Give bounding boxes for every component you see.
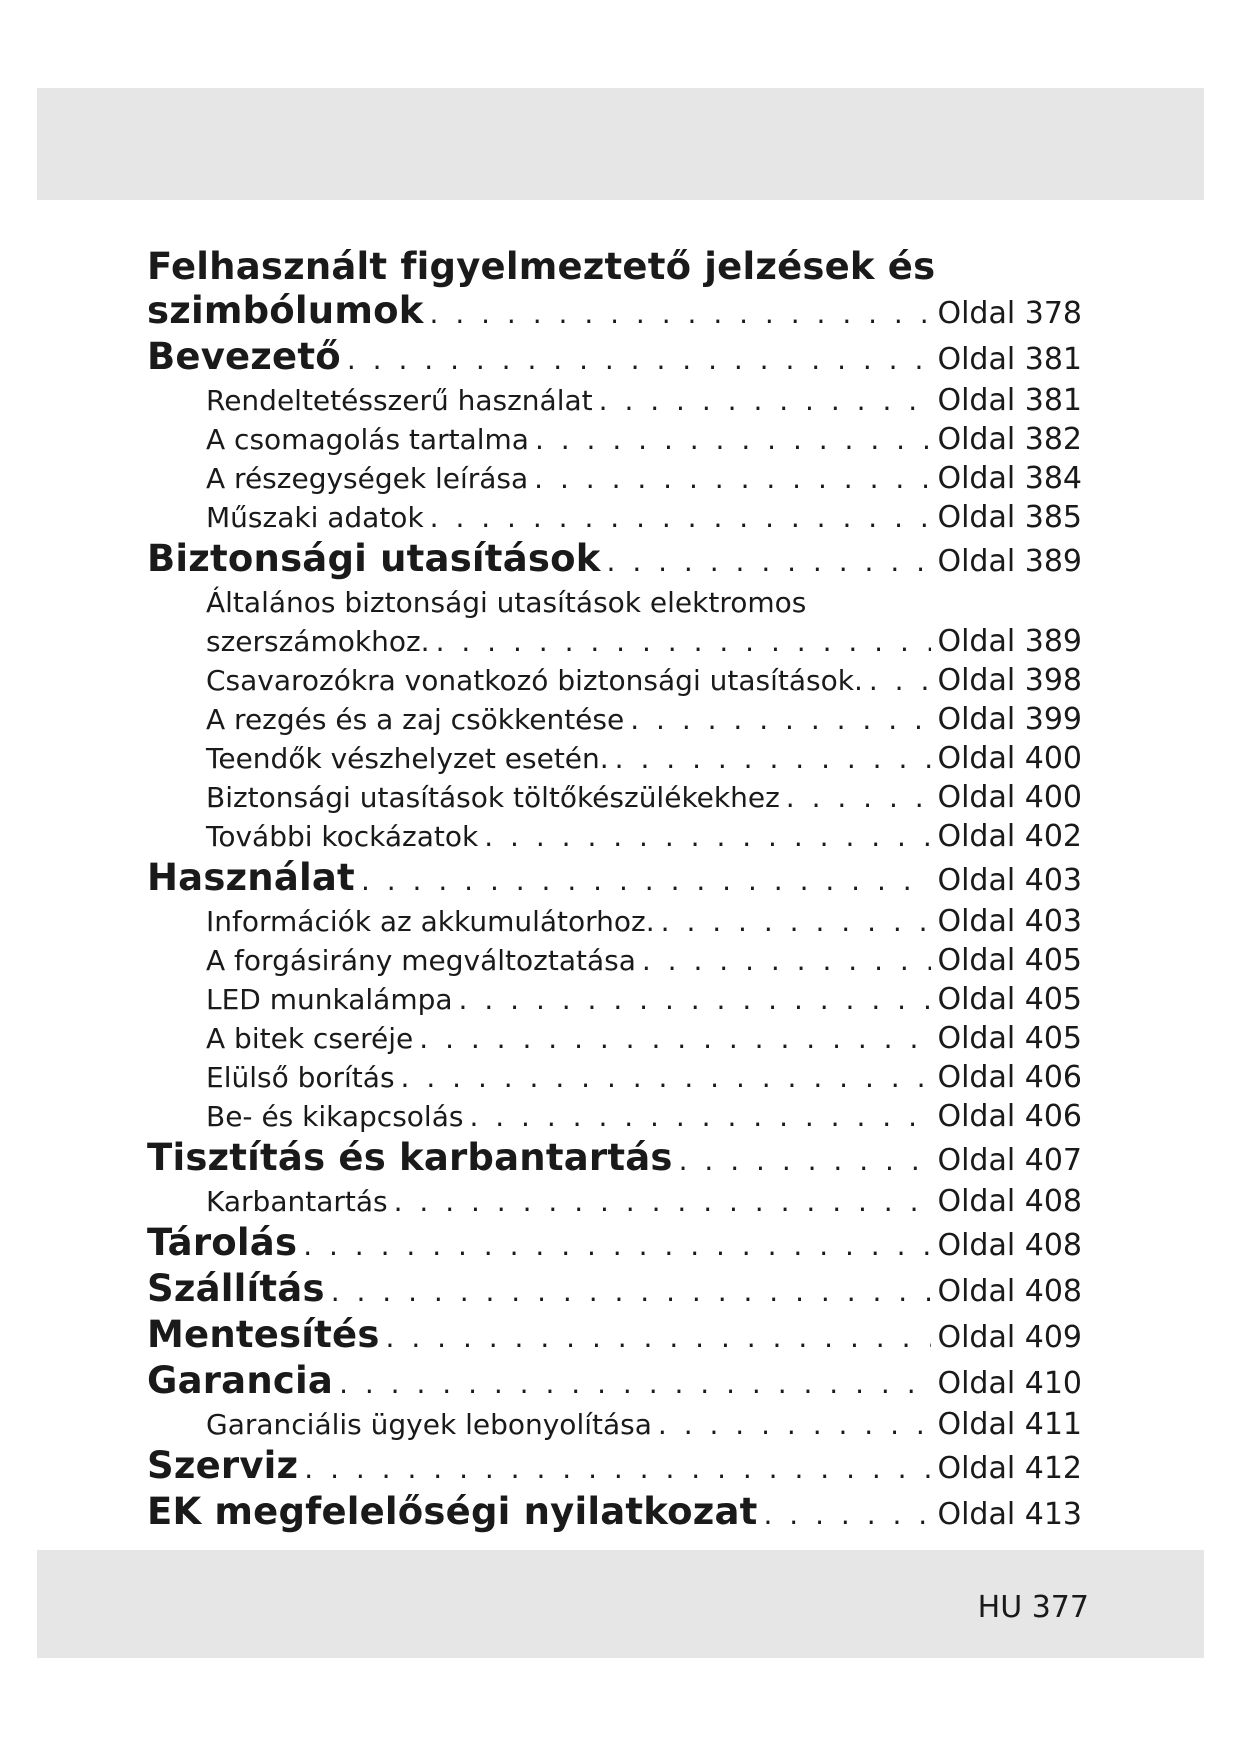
toc-entry-title: Információk az akkumulátorhoz. bbox=[206, 905, 655, 938]
dot-leader bbox=[303, 1224, 931, 1267]
dot-leader bbox=[630, 700, 931, 739]
toc-entry-title: Műszaki adatok bbox=[206, 501, 424, 534]
toc-subentry[interactable] bbox=[147, 817, 1082, 856]
dot-leader bbox=[484, 817, 931, 856]
toc-entry-title: Karbantartás bbox=[206, 1185, 388, 1218]
toc-subentry[interactable] bbox=[147, 459, 1082, 498]
toc-subentry[interactable] bbox=[147, 1405, 1082, 1444]
toc-entry-title: A részegységek leírása bbox=[206, 462, 529, 495]
table-of-contents bbox=[147, 244, 1082, 1536]
toc-entry-title: szerszámokhoz. bbox=[206, 625, 430, 658]
dot-leader bbox=[869, 661, 932, 700]
toc-subentry[interactable] bbox=[147, 902, 1082, 941]
toc-entry-title: A forgásirány megváltoztatása bbox=[206, 944, 636, 977]
dot-leader bbox=[430, 498, 932, 537]
toc-entry-page: Oldal 384 bbox=[937, 461, 1082, 496]
toc-entry-page: Oldal 385 bbox=[937, 500, 1082, 535]
toc-subentry[interactable] bbox=[147, 661, 1082, 700]
toc-entry[interactable] bbox=[147, 1490, 1082, 1536]
toc-subentry[interactable] bbox=[147, 498, 1082, 537]
toc-entry-title: A bitek cseréje bbox=[206, 1022, 414, 1055]
toc-entry-title: Rendeltetésszerű használat bbox=[206, 384, 593, 417]
dot-leader bbox=[534, 459, 931, 498]
toc-entry[interactable] bbox=[147, 1359, 1082, 1405]
toc-entry-page: Oldal 382 bbox=[937, 422, 1082, 457]
toc-entry-page: Oldal 411 bbox=[937, 1407, 1082, 1442]
toc-subentry[interactable] bbox=[147, 381, 1082, 420]
toc-entry-page: Oldal 399 bbox=[937, 702, 1082, 737]
toc-entry-title: Csavarozókra vonatkozó biztonsági utasítások. bbox=[206, 664, 863, 697]
toc-entry-page: Oldal 408 bbox=[937, 1184, 1082, 1219]
toc-entry-page: Oldal 407 bbox=[937, 1143, 1082, 1178]
dot-leader bbox=[535, 420, 932, 459]
toc-entry[interactable] bbox=[147, 1221, 1082, 1267]
toc-entry[interactable] bbox=[147, 1136, 1082, 1182]
dot-leader bbox=[642, 941, 932, 980]
toc-entry-page: Oldal 389 bbox=[937, 624, 1082, 659]
dot-leader bbox=[304, 1447, 931, 1490]
page-number: HU 377 bbox=[977, 1590, 1089, 1625]
toc-entry-page: Oldal 405 bbox=[937, 943, 1082, 978]
toc-entry-page: Oldal 381 bbox=[937, 342, 1082, 377]
toc-subentry[interactable] bbox=[147, 1097, 1082, 1136]
toc-entry-page: Oldal 378 bbox=[937, 296, 1082, 331]
dot-leader bbox=[459, 980, 932, 1019]
toc-entry-title: Használat bbox=[147, 856, 355, 899]
toc-entry-page: Oldal 405 bbox=[937, 982, 1082, 1017]
toc-entry-title: LED munkalámpa bbox=[206, 983, 453, 1016]
toc-entry-page: Oldal 400 bbox=[937, 780, 1082, 815]
dot-leader bbox=[786, 778, 932, 817]
toc-entry-title: szimbólumok bbox=[147, 289, 424, 332]
dot-leader bbox=[607, 540, 932, 583]
toc-entry-title: Biztonsági utasítások bbox=[147, 537, 601, 580]
toc-entry-title: EK megfelelőségi nyilatkozat bbox=[147, 1490, 758, 1533]
toc-entry-title: Elülső borítás bbox=[206, 1061, 395, 1094]
toc-entry-title: Garancia bbox=[147, 1359, 334, 1402]
toc-entry[interactable] bbox=[147, 537, 1082, 583]
toc-entry[interactable] bbox=[147, 1313, 1082, 1359]
toc-entry-page: Oldal 400 bbox=[937, 741, 1082, 776]
toc-entry[interactable] bbox=[147, 1267, 1082, 1313]
toc-entry-page: Oldal 389 bbox=[937, 544, 1082, 579]
dot-leader bbox=[661, 902, 932, 941]
dot-leader bbox=[599, 381, 932, 420]
toc-entry-title: Bevezető bbox=[147, 335, 341, 378]
toc-entry-page: Oldal 403 bbox=[937, 904, 1082, 939]
dot-leader bbox=[339, 1362, 931, 1405]
toc-entry-page: Oldal 402 bbox=[937, 819, 1082, 854]
toc-entry-page: Oldal 408 bbox=[937, 1274, 1082, 1309]
toc-entry-page: Oldal 408 bbox=[937, 1228, 1082, 1263]
toc-entry-title: Tárolás bbox=[147, 1221, 298, 1264]
toc-entry-title: Biztonsági utasítások töltőkészülékekhez bbox=[206, 781, 780, 814]
toc-entry[interactable] bbox=[147, 856, 1082, 902]
header-band bbox=[37, 88, 1204, 200]
dot-leader bbox=[347, 338, 932, 381]
dot-leader bbox=[331, 1270, 932, 1313]
toc-entry-title: Be- és kikapcsolás bbox=[206, 1100, 464, 1133]
toc-entry-title: Szállítás bbox=[147, 1267, 325, 1310]
toc-heading-line: Felhasznált figyelmeztető jelzések és bbox=[147, 245, 936, 288]
toc-entry-title: További kockázatok bbox=[206, 820, 479, 853]
toc-entry-page: Oldal 398 bbox=[937, 663, 1082, 698]
dot-leader bbox=[615, 739, 932, 778]
dot-leader bbox=[658, 1405, 932, 1444]
dot-leader bbox=[386, 1316, 932, 1359]
toc-entry-title: A rezgés és a zaj csökkentése bbox=[206, 703, 625, 736]
toc-subentry[interactable] bbox=[147, 1058, 1082, 1097]
toc-entry-page: Oldal 381 bbox=[937, 383, 1082, 418]
toc-entry-page: Oldal 405 bbox=[937, 1021, 1082, 1056]
toc-entry-page: Oldal 409 bbox=[937, 1320, 1082, 1355]
toc-entry-title: Teendők vészhelyzet esetén. bbox=[206, 742, 609, 775]
toc-entry-page: Oldal 413 bbox=[937, 1497, 1082, 1532]
toc-subentry[interactable] bbox=[147, 778, 1082, 817]
toc-entry-page: Oldal 406 bbox=[937, 1060, 1082, 1095]
toc-subentry[interactable] bbox=[147, 700, 1082, 739]
toc-entry-page: Oldal 412 bbox=[937, 1451, 1082, 1486]
toc-subentry[interactable] bbox=[147, 980, 1082, 1019]
dot-leader bbox=[361, 859, 932, 902]
toc-entry-page: Oldal 403 bbox=[937, 863, 1082, 898]
toc-entry-title: Garanciális ügyek lebonyolítása bbox=[206, 1408, 652, 1441]
dot-leader bbox=[436, 622, 932, 661]
toc-subentry[interactable] bbox=[147, 622, 1082, 661]
toc-entry[interactable] bbox=[147, 1444, 1082, 1490]
toc-entry[interactable] bbox=[147, 335, 1082, 381]
toc-entry-page: Oldal 406 bbox=[937, 1099, 1082, 1134]
toc-subentry[interactable] bbox=[147, 941, 1082, 980]
toc-subentry-line: Általános biztonsági utasítások elektromos bbox=[206, 586, 807, 619]
toc-subentry[interactable] bbox=[147, 1182, 1082, 1221]
dot-leader bbox=[401, 1058, 932, 1097]
toc-entry-title: Szerviz bbox=[147, 1444, 299, 1487]
dot-leader bbox=[430, 292, 932, 335]
toc-entry-title: Mentesítés bbox=[147, 1313, 380, 1356]
toc-entry-title: Tisztítás és karbantartás bbox=[147, 1136, 673, 1179]
toc-entry-page: Oldal 410 bbox=[937, 1366, 1082, 1401]
toc-subentry[interactable] bbox=[147, 1019, 1082, 1058]
dot-leader bbox=[679, 1139, 932, 1182]
toc-subentry[interactable] bbox=[147, 739, 1082, 778]
toc-subentry[interactable] bbox=[147, 420, 1082, 459]
dot-leader bbox=[764, 1493, 932, 1536]
toc-entry[interactable] bbox=[147, 289, 1082, 335]
dot-leader bbox=[419, 1019, 931, 1058]
dot-leader bbox=[394, 1182, 932, 1221]
toc-entry-title: A csomagolás tartalma bbox=[206, 423, 529, 456]
dot-leader bbox=[469, 1097, 931, 1136]
